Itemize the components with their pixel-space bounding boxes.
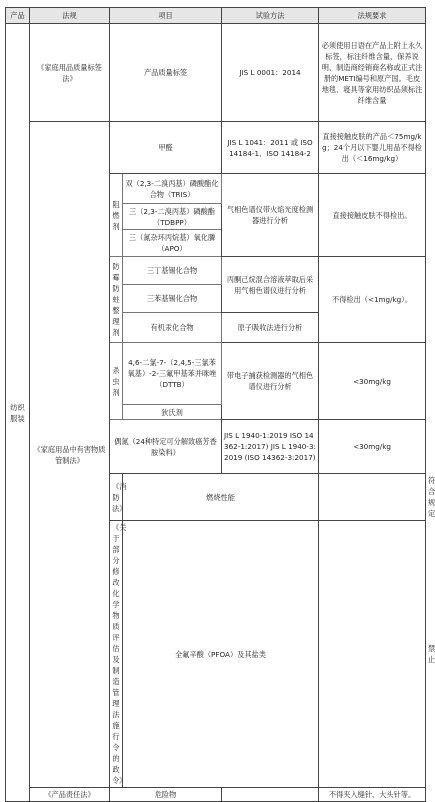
- method-cell: 丙酮己烷混合溶液萃取后采用气相色谱仪进行分析: [222, 257, 319, 313]
- law-cell: 《家庭用品中有害物质管制法》: [30, 122, 110, 788]
- table-row: [6, 788, 426, 802]
- item-cell: 三苯基锡化合物: [123, 285, 222, 313]
- method-cell: [222, 788, 319, 802]
- header-law: 法规: [30, 8, 110, 24]
- header-item: 项目: [110, 8, 222, 24]
- item-cell: 危险物: [110, 788, 222, 802]
- law-cell: 《产品责任法》: [30, 788, 110, 802]
- method-cell: 原子吸收法进行分析: [222, 313, 319, 343]
- item-cell: 4,6-二氯-7-（2,4,5-三氯苯氧基）-2-三氟甲基苯并咪唑（DTTB）: [123, 343, 222, 405]
- table-row: 《消防法》 燃烧性能 符合规定: [6, 474, 426, 521]
- method-cell: [319, 521, 426, 788]
- method-cell: 气相色谱仪带火焰光度检测器进行分析: [222, 174, 319, 257]
- requirement-cell: 必须使用日语在产品上附上永久标签，标注纤维含量、保养说明、制造商经销商名称或正式注册的METI编号和原产国。毛皮地毯、寝具等家用纺织品须标注纤维含量: [319, 24, 426, 122]
- requirement-cell: 直接接触皮肤的产品＜75mg/kg；24个月以下婴儿用品不得检出（＜16mg/kg）: [319, 122, 426, 174]
- law-cell: 《消防法》: [110, 474, 123, 521]
- regulation-table-container: [5, 7, 435, 802]
- table-row: [6, 24, 426, 122]
- item-cell: 三（氮杂环丙烷基）氧化膦（APO）: [123, 230, 222, 257]
- method-cell: 带电子捕获检测器的气相色谱仪进行分析: [222, 343, 319, 420]
- method-cell: JIS L 1940-1:2019 ISO 14362-1:2017) JIS L 1940-3:2019 (ISO 14362-3:2017): [222, 420, 319, 474]
- header-product: 产品: [6, 8, 30, 24]
- requirement-cell: <30mg/kg: [319, 420, 426, 474]
- item-cell: 三丁基锡化合物: [123, 257, 222, 285]
- table-row: [6, 122, 426, 174]
- requirement-cell: 不得夹入缝针、大头针等。: [319, 788, 426, 802]
- requirement-cell: 直接接触皮肤不得检出。: [319, 174, 426, 257]
- item-cell: 狄氏剂: [123, 405, 222, 420]
- regulation-table: [5, 7, 435, 802]
- method-cell: JIS L 1041：2011 或 ISO 14184-1、ISO 14184-2: [222, 122, 319, 174]
- item-cell: 双（2,3-二溴丙基）磷酸酯化合物（TRIS）: [123, 174, 222, 204]
- header-requirement: 法规要求: [319, 8, 426, 24]
- item-cell: 偶氮（24种特定可分解致癌芳香胺染料）: [110, 420, 222, 474]
- insecticide-category: 杀虫剂: [110, 343, 123, 420]
- method-cell: [319, 474, 426, 521]
- item-cell: 甲醛: [110, 122, 222, 174]
- antifouling-category: 防霉防蛀整理剂: [110, 257, 123, 343]
- item-cell: 有机汞化合物: [123, 313, 222, 343]
- law-cell: 《家庭用品质量标签法》: [30, 24, 110, 122]
- item-cell: 三（2,3-二溴丙基）磷酸酯（TDBPP）: [123, 204, 222, 230]
- method-cell: JIS L 0001：2014: [222, 24, 319, 122]
- item-cell: 燃烧性能: [123, 474, 319, 521]
- requirement-cell: 不得检出（<1mg/kg）。: [319, 257, 426, 343]
- flame-retardant-category: 阻燃剂: [110, 174, 123, 257]
- table-row: 《关于部分修改化学物质评估及制造管理法施行令的政令》 全氟辛酸（PFOA）及其盐类 禁止: [6, 521, 426, 788]
- table-header-row: [6, 8, 426, 24]
- requirement-cell: <30mg/kg: [319, 343, 426, 420]
- header-method: 试验方法: [222, 8, 319, 24]
- item-cell: 产品质量标签: [110, 24, 222, 122]
- law-cell: 《关于部分修改化学物质评估及制造管理法施行令的政令》: [110, 521, 123, 788]
- item-cell: 全氟辛酸（PFOA）及其盐类: [123, 521, 319, 788]
- product-cell: 纺织服装: [6, 24, 30, 802]
